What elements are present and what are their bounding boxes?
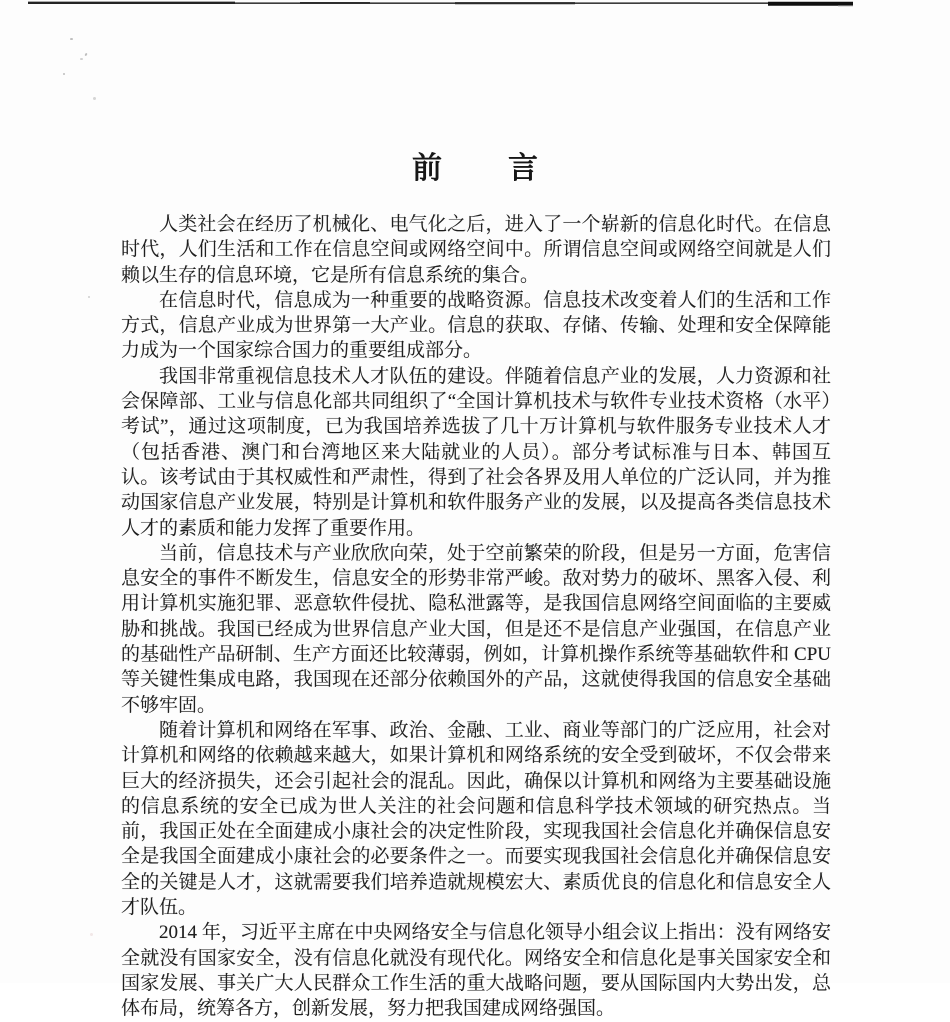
preface-paragraph-1: 人类社会在经历了机械化、电气化之后，进入了一个崭新的信息化时代。在信息时代，人们生活和工作在信息空间或网络空间中。所谓信息空间或网络空间就是人们赖以生存的信息环境，它是所有信息系统的集合。	[121, 214, 831, 286]
scan-speck	[93, 97, 96, 100]
scan-speck	[84, 53, 87, 57]
preface-paragraph-5: 随着计算机和网络在军事、政治、金融、工业、商业等部门的广泛应用，社会对计算机和网络的依赖越来越大，如果计算机和网络系统的安全受到破坏，不仅会带来巨大的经济损失，还会引起社会的混乱。因此，确保以计算机和网络为主要基础设施的信息系统的安全已成为世人关注的社会问题和信息科学技术领域的研究热点。当前，我国正处在全面建成小康社会的决定性阶段，实现我国社会信息化并确保信息安全是我国全面建成小康社会的必要条件之一。而要实现我国社会信息化并确保信息安全的关键是人才，这就需要我们培养造就规模宏大、素质优良的信息化和信息安全人才队伍。	[121, 719, 831, 919]
page-title: 前 言	[412, 152, 540, 185]
text-block	[121, 0, 831, 1022]
scan-speck	[63, 73, 65, 75]
preface-paragraph-6: 2014 年，习近平主席在中央网络安全与信息化领导小组会议上指出：没有网络安全就没有国家安全，没有信息化就没有现代化。网络安全和信息化是事关国家安全和国家发展、事关广大人民群众工作生活的重大战略问题，要从国际国内大势出发，总体布局，统筹各方，创新发展，努力把我国建成网络强国。	[121, 922, 831, 1020]
preface-body	[121, 212, 831, 1022]
scan-speck	[70, 38, 73, 40]
scan-speck	[90, 933, 93, 936]
preface-paragraph-3: 我国非常重视信息技术人才队伍的建设。伴随着信息产业的发展，人力资源和社会保障部、工业与信息化部共同组织了“全国计算机技术与软件专业技术资格（水平）考试”，通过这项制度，已为我国培养选拔了几十万计算机与软件服务专业技术人才（包括香港、澳门和台湾地区来大陆就业的人员）。部分考试标准与日本、韩国互认。该考试由于其权威性和严肃性，得到了社会各界及用人单位的广泛认同，并为推动国家信息产业发展，特别是计算机和软件服务产业的发展，以及提高各类信息技术人才的素质和能力发挥了重要作用。	[121, 365, 831, 539]
scan-speck	[80, 58, 83, 60]
preface-paragraph-4: 当前，信息技术与产业欣欣向荣，处于空前繁荣的阶段，但是另一方面，危害信息安全的事件不断发生，信息安全的形势非常严峻。敌对势力的破坏、黑客入侵、利用计算机实施犯罪、恶意软件侵扰、隐私泄露等，是我国信息网络空间面临的主要威胁和挑战。我国已经成为世界信息产业大国，但是还不是信息产业强国，在信息产业的基础性产品研制、生产方面还比较薄弱，例如，计算机操作系统等基础软件和 CPU 等关键性集成电路，我国现在还部分依赖国外的产品，这就使得我国的信息安全基础不够牢固。	[121, 542, 831, 716]
scan-speck	[88, 296, 90, 298]
preface-paragraph-2: 在信息时代，信息成为一种重要的战略资源。信息技术改变着人们的生活和工作方式，信息产业成为世界第一大产业。信息的获取、存储、传输、处理和安全保障能力成为一个国家综合国力的重要组成部分。	[121, 289, 831, 362]
